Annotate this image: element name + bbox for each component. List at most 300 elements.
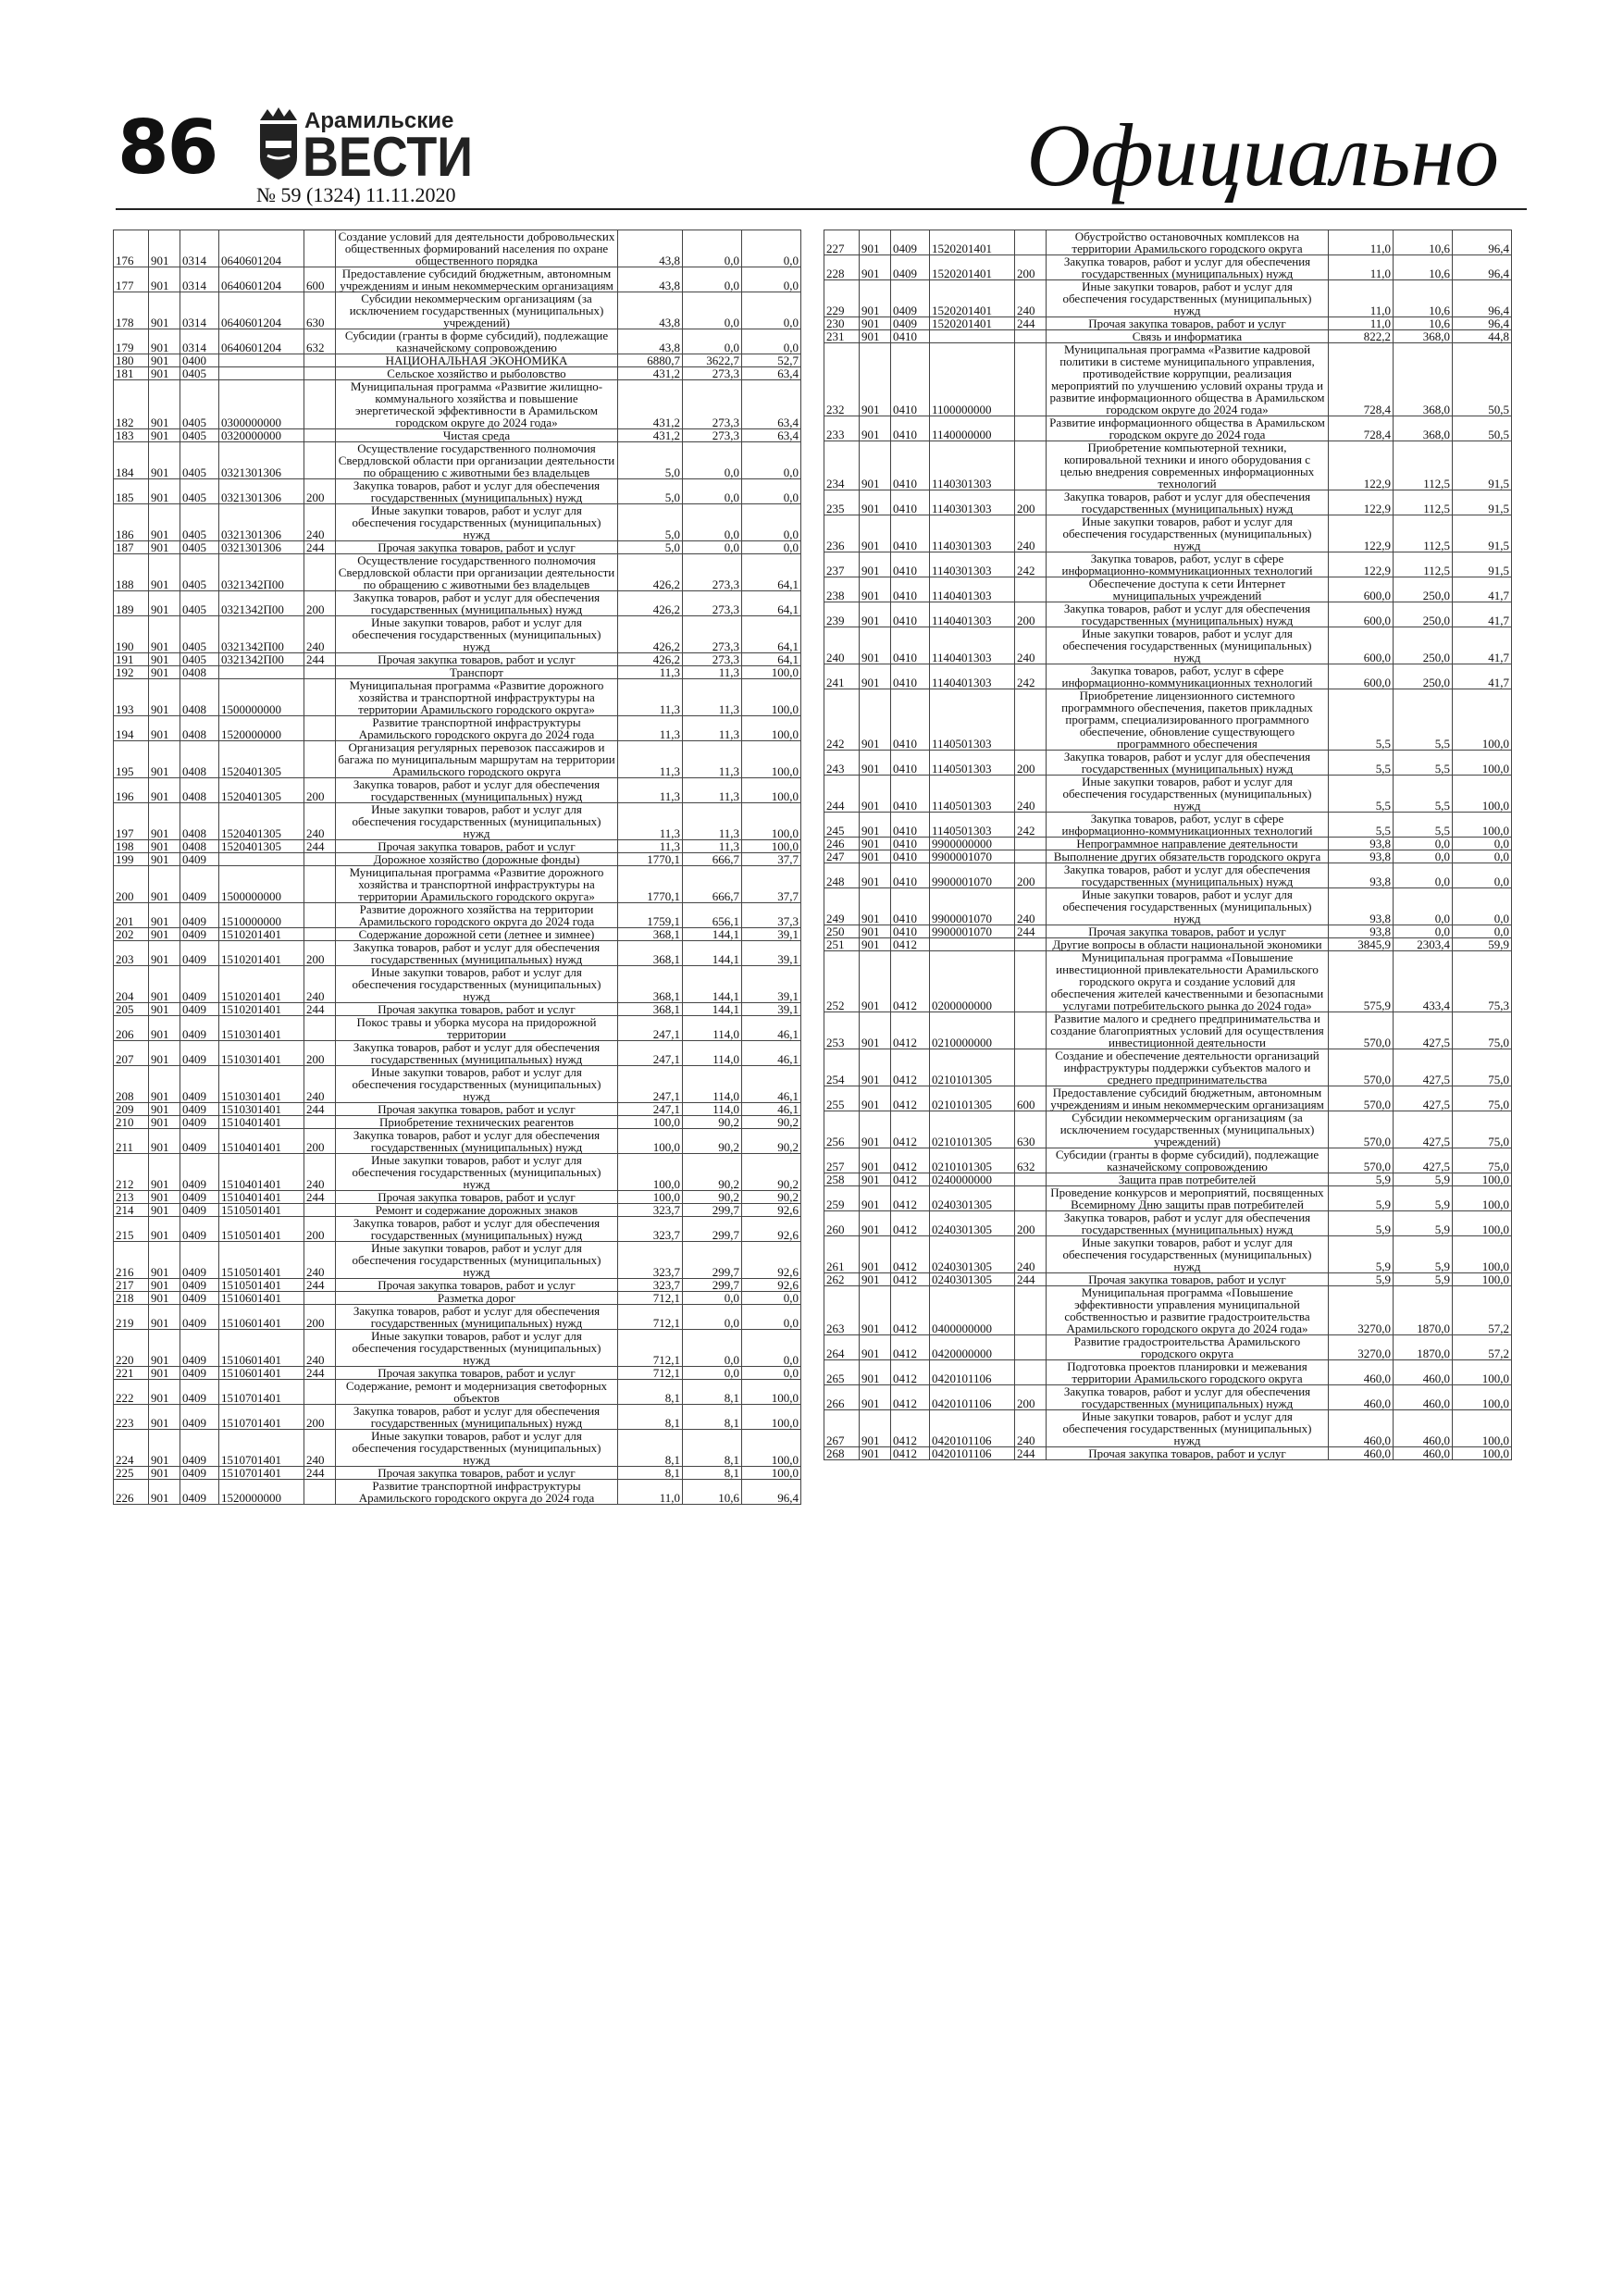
planned-amount: 712,1 xyxy=(618,1292,683,1305)
expense-type xyxy=(1015,850,1047,863)
section-code: 0410 xyxy=(891,627,930,664)
expense-type xyxy=(304,230,336,267)
planned-amount: 822,2 xyxy=(1329,330,1394,343)
item-name: Развитие транспортной инфраструктуры Арамильского городского округа до 2024 года xyxy=(336,716,618,741)
planned-amount: 247,1 xyxy=(618,1066,683,1103)
target-code: 0420000000 xyxy=(930,1335,1015,1360)
row-number: 240 xyxy=(824,627,860,664)
dept-code: 901 xyxy=(149,616,180,653)
row-number: 216 xyxy=(114,1242,149,1279)
table-row xyxy=(114,1016,801,1041)
table-row xyxy=(114,1480,801,1505)
row-number: 267 xyxy=(824,1410,860,1447)
section-code: 0409 xyxy=(180,1242,219,1279)
section-code: 0412 xyxy=(891,938,930,951)
planned-amount: 6880,7 xyxy=(618,354,683,367)
section-code: 0410 xyxy=(891,838,930,850)
target-code: 0640601204 xyxy=(219,292,304,329)
planned-amount: 600,0 xyxy=(1329,627,1394,664)
row-number: 219 xyxy=(114,1305,149,1330)
dept-code: 901 xyxy=(860,938,891,951)
row-number: 264 xyxy=(824,1335,860,1360)
execution-percent: 0,0 xyxy=(742,1330,801,1367)
execution-percent: 100,0 xyxy=(742,1380,801,1405)
dept-code: 901 xyxy=(860,1236,891,1273)
table-row xyxy=(114,1116,801,1129)
row-number: 215 xyxy=(114,1217,149,1242)
planned-amount: 431,2 xyxy=(618,367,683,380)
target-code: 1510401401 xyxy=(219,1129,304,1154)
row-number: 242 xyxy=(824,689,860,751)
expense-type xyxy=(1015,951,1047,1012)
planned-amount: 426,2 xyxy=(618,653,683,666)
table-row xyxy=(824,776,1512,813)
execution-percent: 41,7 xyxy=(1453,664,1512,689)
executed-amount: 10,6 xyxy=(1394,230,1453,255)
item-name: Закупка товаров, работ, услуг в сфере информационно-коммуникационных технологий xyxy=(1047,664,1329,689)
planned-amount: 600,0 xyxy=(1329,664,1394,689)
dept-code: 901 xyxy=(149,367,180,380)
target-code: 0240301305 xyxy=(930,1273,1015,1286)
expense-type: 240 xyxy=(304,1154,336,1191)
expense-type: 244 xyxy=(304,1367,336,1380)
section-code: 0410 xyxy=(891,689,930,751)
planned-amount: 460,0 xyxy=(1329,1385,1394,1410)
item-name: Закупка товаров, работ и услуг для обеспечения государственных (муниципальных) нужд xyxy=(1047,863,1329,888)
execution-percent: 39,1 xyxy=(742,966,801,1003)
planned-amount: 100,0 xyxy=(618,1191,683,1204)
row-number: 226 xyxy=(114,1480,149,1505)
target-code: 1140301303 xyxy=(930,490,1015,515)
execution-percent: 46,1 xyxy=(742,1041,801,1066)
planned-amount: 43,8 xyxy=(618,292,683,329)
section-code: 0405 xyxy=(180,653,219,666)
dept-code: 901 xyxy=(149,840,180,853)
table-row xyxy=(114,716,801,741)
target-code: 1510401401 xyxy=(219,1154,304,1191)
planned-amount: 426,2 xyxy=(618,554,683,591)
execution-percent: 100,0 xyxy=(742,679,801,716)
executed-amount: 0,0 xyxy=(683,230,742,267)
target-code: 1100000000 xyxy=(930,343,1015,416)
section-code: 0410 xyxy=(891,850,930,863)
section-code: 0412 xyxy=(891,1410,930,1447)
planned-amount: 93,8 xyxy=(1329,838,1394,850)
dept-code: 901 xyxy=(149,1405,180,1430)
section-code: 0412 xyxy=(891,1012,930,1049)
planned-amount: 712,1 xyxy=(618,1367,683,1380)
item-name: Иные закупки товаров, работ и услуг для обеспечения государственных (муниципальных) нужд xyxy=(336,803,618,840)
planned-amount: 368,1 xyxy=(618,1003,683,1016)
dept-code: 901 xyxy=(149,1016,180,1041)
table-row xyxy=(114,479,801,504)
section-code: 0409 xyxy=(180,903,219,928)
section-code: 0409 xyxy=(180,1154,219,1191)
dept-code: 901 xyxy=(149,479,180,504)
execution-percent: 92,6 xyxy=(742,1204,801,1217)
target-code: 0420101106 xyxy=(930,1385,1015,1410)
row-number: 234 xyxy=(824,441,860,490)
section-code: 0412 xyxy=(891,1186,930,1211)
planned-amount: 8,1 xyxy=(618,1405,683,1430)
executed-amount: 0,0 xyxy=(683,1330,742,1367)
table-row xyxy=(824,1086,1512,1111)
table-row xyxy=(114,1467,801,1480)
target-code: 0210101305 xyxy=(930,1049,1015,1086)
target-code: 1520401305 xyxy=(219,741,304,778)
section-code: 0405 xyxy=(180,541,219,554)
planned-amount: 5,0 xyxy=(618,504,683,541)
section-code: 0409 xyxy=(180,1103,219,1116)
executed-amount: 666,7 xyxy=(683,853,742,866)
table-row xyxy=(114,666,801,679)
planned-amount: 431,2 xyxy=(618,380,683,429)
table-row xyxy=(824,1012,1512,1049)
row-number: 217 xyxy=(114,1279,149,1292)
execution-percent: 0,0 xyxy=(742,479,801,504)
item-name: Приобретение компьютерной техники, копировальной техники и иного оборудования с целью внедрения современных информационных технологий xyxy=(1047,441,1329,490)
row-number: 184 xyxy=(114,442,149,479)
target-code: 1510301401 xyxy=(219,1103,304,1116)
item-name: Иные закупки товаров, работ и услуг для обеспечения государственных (муниципальных) нужд xyxy=(336,966,618,1003)
dept-code: 901 xyxy=(149,1292,180,1305)
planned-amount: 43,8 xyxy=(618,230,683,267)
execution-percent: 44,8 xyxy=(1453,330,1512,343)
execution-percent: 90,2 xyxy=(742,1116,801,1129)
executed-amount: 427,5 xyxy=(1394,1111,1453,1148)
expense-type xyxy=(304,1380,336,1405)
executed-amount: 299,7 xyxy=(683,1204,742,1217)
table-row xyxy=(114,1103,801,1116)
execution-percent: 46,1 xyxy=(742,1066,801,1103)
section-code: 0410 xyxy=(891,416,930,441)
execution-percent: 100,0 xyxy=(742,666,801,679)
expense-type: 200 xyxy=(1015,1211,1047,1236)
expense-type: 240 xyxy=(1015,515,1047,552)
target-code: 1500000000 xyxy=(219,679,304,716)
executed-amount: 5,5 xyxy=(1394,813,1453,838)
planned-amount: 5,5 xyxy=(1329,751,1394,776)
row-number: 224 xyxy=(114,1430,149,1467)
table-row xyxy=(114,653,801,666)
table-row xyxy=(824,255,1512,280)
target-code xyxy=(930,938,1015,951)
planned-amount: 100,0 xyxy=(618,1116,683,1129)
dept-code: 901 xyxy=(860,602,891,627)
execution-percent: 75,0 xyxy=(1453,1086,1512,1111)
section-code: 0412 xyxy=(891,951,930,1012)
planned-amount: 570,0 xyxy=(1329,1111,1394,1148)
section-code: 0409 xyxy=(180,1116,219,1129)
section-code: 0405 xyxy=(180,442,219,479)
row-number: 254 xyxy=(824,1049,860,1086)
planned-amount: 5,0 xyxy=(618,479,683,504)
target-code: 0321301306 xyxy=(219,442,304,479)
execution-percent: 100,0 xyxy=(1453,813,1512,838)
target-code: 0321301306 xyxy=(219,479,304,504)
dept-code: 901 xyxy=(149,554,180,591)
table-row xyxy=(824,1049,1512,1086)
item-name: Развитие малого и среднего предпринимательства и создание благоприятных условий для осуществления инвестиционной деятельности xyxy=(1047,1012,1329,1049)
execution-percent: 0,0 xyxy=(1453,925,1512,938)
executed-amount: 5,9 xyxy=(1394,1173,1453,1186)
expense-type: 200 xyxy=(1015,1385,1047,1410)
table-row xyxy=(114,442,801,479)
table-row xyxy=(824,664,1512,689)
row-number: 199 xyxy=(114,853,149,866)
item-name: Другие вопросы в области национальной экономики xyxy=(1047,938,1329,951)
table-row xyxy=(114,541,801,554)
executed-amount: 0,0 xyxy=(683,504,742,541)
item-name: Закупка товаров, работ и услуг для обеспечения государственных (муниципальных) нужд xyxy=(1047,1211,1329,1236)
dept-code: 901 xyxy=(860,343,891,416)
execution-percent: 100,0 xyxy=(1453,689,1512,751)
table-row xyxy=(824,515,1512,552)
expense-type: 244 xyxy=(304,840,336,853)
table-row xyxy=(114,267,801,292)
planned-amount: 247,1 xyxy=(618,1016,683,1041)
table-row xyxy=(824,1186,1512,1211)
expense-type: 630 xyxy=(1015,1111,1047,1148)
executed-amount: 114,0 xyxy=(683,1066,742,1103)
item-name: Прочая закупка товаров, работ и услуг xyxy=(336,1467,618,1480)
execution-percent: 75,0 xyxy=(1453,1148,1512,1173)
item-name: Муниципальная программа «Развитие кадровой политики в системе муниципального управления, противодействие коррупции, реализация мероприятий по улучшению условий охраны труда и развитие информационного общества в Арамильском городском округе до 2024 года» xyxy=(1047,343,1329,416)
expense-type: 200 xyxy=(1015,490,1047,515)
planned-amount: 5,5 xyxy=(1329,689,1394,751)
item-name: Подготовка проектов планировки и межевания территории Арамильского городского округа xyxy=(1047,1360,1329,1385)
target-code: 0640601204 xyxy=(219,267,304,292)
executed-amount: 11,3 xyxy=(683,666,742,679)
target-code: 1520401305 xyxy=(219,803,304,840)
planned-amount: 323,7 xyxy=(618,1242,683,1279)
execution-percent: 100,0 xyxy=(1453,1211,1512,1236)
execution-percent: 0,0 xyxy=(742,442,801,479)
executed-amount: 5,9 xyxy=(1394,1211,1453,1236)
row-number: 228 xyxy=(824,255,860,280)
item-name: Связь и информатика xyxy=(1047,330,1329,343)
item-name: Закупка товаров, работ и услуг для обеспечения государственных (муниципальных) нужд xyxy=(1047,751,1329,776)
section-code: 0314 xyxy=(180,329,219,354)
execution-percent: 92,6 xyxy=(742,1217,801,1242)
dept-code: 901 xyxy=(860,664,891,689)
row-number: 193 xyxy=(114,679,149,716)
expense-type: 244 xyxy=(1015,1447,1047,1460)
expense-type: 200 xyxy=(304,941,336,966)
row-number: 231 xyxy=(824,330,860,343)
item-name: Иные закупки товаров, работ и услуг для обеспечения государственных (муниципальных) нужд xyxy=(336,1430,618,1467)
table-row xyxy=(824,317,1512,330)
table-row xyxy=(114,1367,801,1380)
execution-percent: 92,6 xyxy=(742,1279,801,1292)
executed-amount: 299,7 xyxy=(683,1279,742,1292)
table-row xyxy=(114,853,801,866)
row-number: 246 xyxy=(824,838,860,850)
dept-code: 901 xyxy=(149,354,180,367)
planned-amount: 460,0 xyxy=(1329,1410,1394,1447)
planned-amount: 93,8 xyxy=(1329,863,1394,888)
planned-amount: 8,1 xyxy=(618,1380,683,1405)
dept-code: 901 xyxy=(860,1286,891,1335)
dept-code: 901 xyxy=(149,1467,180,1480)
executed-amount: 273,3 xyxy=(683,591,742,616)
section-code: 0405 xyxy=(180,479,219,504)
section-code: 0409 xyxy=(180,1041,219,1066)
row-number: 265 xyxy=(824,1360,860,1385)
planned-amount: 93,8 xyxy=(1329,925,1394,938)
expense-type xyxy=(304,866,336,903)
dept-code: 901 xyxy=(149,1242,180,1279)
table-row xyxy=(824,1173,1512,1186)
target-code: 1140401303 xyxy=(930,602,1015,627)
executed-amount: 299,7 xyxy=(683,1217,742,1242)
dept-code: 901 xyxy=(860,751,891,776)
executed-amount: 11,3 xyxy=(683,778,742,803)
executed-amount: 0,0 xyxy=(683,1305,742,1330)
dept-code: 901 xyxy=(860,850,891,863)
item-name: Сельское хозяйство и рыболовство xyxy=(336,367,618,380)
execution-percent: 37,7 xyxy=(742,853,801,866)
item-name: Ремонт и содержание дорожных знаков xyxy=(336,1204,618,1217)
planned-amount: 100,0 xyxy=(618,1154,683,1191)
planned-amount: 431,2 xyxy=(618,429,683,442)
section-code: 0410 xyxy=(891,602,930,627)
target-code: 1140301303 xyxy=(930,552,1015,577)
dept-code: 901 xyxy=(149,591,180,616)
execution-percent: 63,4 xyxy=(742,380,801,429)
table-row xyxy=(824,552,1512,577)
target-code: 1520000000 xyxy=(219,716,304,741)
table-row xyxy=(114,367,801,380)
expense-type xyxy=(304,928,336,941)
row-number: 198 xyxy=(114,840,149,853)
table-row xyxy=(824,280,1512,317)
target-code: 1520201401 xyxy=(930,230,1015,255)
section-code: 0408 xyxy=(180,778,219,803)
table-row xyxy=(824,230,1512,255)
section-code: 0405 xyxy=(180,591,219,616)
expense-type xyxy=(1015,1360,1047,1385)
section-code: 0409 xyxy=(180,1467,219,1480)
planned-amount: 570,0 xyxy=(1329,1148,1394,1173)
expense-type: 244 xyxy=(1015,1273,1047,1286)
execution-percent: 0,0 xyxy=(1453,863,1512,888)
target-code: 1510000000 xyxy=(219,903,304,928)
dept-code: 901 xyxy=(860,627,891,664)
section-code: 0408 xyxy=(180,803,219,840)
item-name: Осуществление государственного полномочия Свердловской области при организации деятельности по обращению с животными без владельцев xyxy=(336,442,618,479)
item-name: Закупка товаров, работ и услуг для обеспечения государственных (муниципальных) нужд xyxy=(1047,1385,1329,1410)
item-name: Дорожное хозяйство (дорожные фонды) xyxy=(336,853,618,866)
executed-amount: 10,6 xyxy=(683,1480,742,1505)
item-name: Прочая закупка товаров, работ и услуг xyxy=(336,1103,618,1116)
item-name: НАЦИОНАЛЬНАЯ ЭКОНОМИКА xyxy=(336,354,618,367)
target-code: 1140301303 xyxy=(930,441,1015,490)
row-number: 176 xyxy=(114,230,149,267)
row-number: 235 xyxy=(824,490,860,515)
expense-type: 632 xyxy=(304,329,336,354)
planned-amount: 728,4 xyxy=(1329,416,1394,441)
target-code: 1140501303 xyxy=(930,813,1015,838)
item-name: Иные закупки товаров, работ и услуг для обеспечения государственных (муниципальных) нужд xyxy=(336,1154,618,1191)
executed-amount: 0,0 xyxy=(683,329,742,354)
executed-amount: 5,9 xyxy=(1394,1186,1453,1211)
row-number: 223 xyxy=(114,1405,149,1430)
section-code: 0405 xyxy=(180,504,219,541)
target-code: 0321342П00 xyxy=(219,616,304,653)
planned-amount: 570,0 xyxy=(1329,1086,1394,1111)
executed-amount: 2303,4 xyxy=(1394,938,1453,951)
execution-percent: 91,5 xyxy=(1453,552,1512,577)
target-code: 1140401303 xyxy=(930,577,1015,602)
planned-amount: 600,0 xyxy=(1329,602,1394,627)
table-row xyxy=(824,330,1512,343)
item-name: Предоставление субсидий бюджетным, автономным учреждениям и иным некоммерческим организациям xyxy=(336,267,618,292)
dept-code: 901 xyxy=(149,230,180,267)
execution-percent: 0,0 xyxy=(742,1305,801,1330)
expense-type: 200 xyxy=(304,1129,336,1154)
planned-amount: 11,3 xyxy=(618,803,683,840)
item-name: Иные закупки товаров, работ и услуг для обеспечения государственных (муниципальных) нужд xyxy=(1047,280,1329,317)
planned-amount: 11,0 xyxy=(1329,280,1394,317)
target-code: 0210101305 xyxy=(930,1111,1015,1148)
expense-type xyxy=(304,741,336,778)
table-row xyxy=(114,1279,801,1292)
expense-type: 200 xyxy=(1015,751,1047,776)
planned-amount: 600,0 xyxy=(1329,577,1394,602)
execution-percent: 100,0 xyxy=(1453,751,1512,776)
table-row xyxy=(114,966,801,1003)
executed-amount: 144,1 xyxy=(683,966,742,1003)
target-code: 1510701401 xyxy=(219,1467,304,1480)
row-number: 204 xyxy=(114,966,149,1003)
row-number: 239 xyxy=(824,602,860,627)
dept-code: 901 xyxy=(149,928,180,941)
section-code: 0409 xyxy=(180,1217,219,1242)
dept-code: 901 xyxy=(149,778,180,803)
expense-type: 244 xyxy=(304,541,336,554)
table-row xyxy=(114,554,801,591)
dept-code: 901 xyxy=(860,1049,891,1086)
item-name: Субсидии некоммерческим организациям (за исключением государственных (муниципальных) учреждений) xyxy=(336,292,618,329)
expense-type xyxy=(304,367,336,380)
dept-code: 901 xyxy=(149,429,180,442)
target-code: 1510701401 xyxy=(219,1430,304,1467)
section-code: 0412 xyxy=(891,1236,930,1273)
section-code: 0409 xyxy=(891,280,930,317)
item-name: Закупка товаров, работ и услуг для обеспечения государственных (муниципальных) нужд xyxy=(336,1405,618,1430)
row-number: 177 xyxy=(114,267,149,292)
execution-percent: 0,0 xyxy=(1453,888,1512,925)
target-code: 0210101305 xyxy=(930,1086,1015,1111)
section-code: 0405 xyxy=(180,367,219,380)
dept-code: 901 xyxy=(860,1186,891,1211)
execution-percent: 75,0 xyxy=(1453,1049,1512,1086)
planned-amount: 11,3 xyxy=(618,840,683,853)
executed-amount: 460,0 xyxy=(1394,1360,1453,1385)
executed-amount: 0,0 xyxy=(683,479,742,504)
executed-amount: 112,5 xyxy=(1394,441,1453,490)
row-number: 183 xyxy=(114,429,149,442)
expense-type xyxy=(304,1204,336,1217)
execution-percent: 64,1 xyxy=(742,616,801,653)
section-code: 0410 xyxy=(891,330,930,343)
row-number: 233 xyxy=(824,416,860,441)
row-number: 237 xyxy=(824,552,860,577)
row-number: 185 xyxy=(114,479,149,504)
execution-percent: 100,0 xyxy=(1453,1236,1512,1273)
expense-type: 240 xyxy=(304,504,336,541)
